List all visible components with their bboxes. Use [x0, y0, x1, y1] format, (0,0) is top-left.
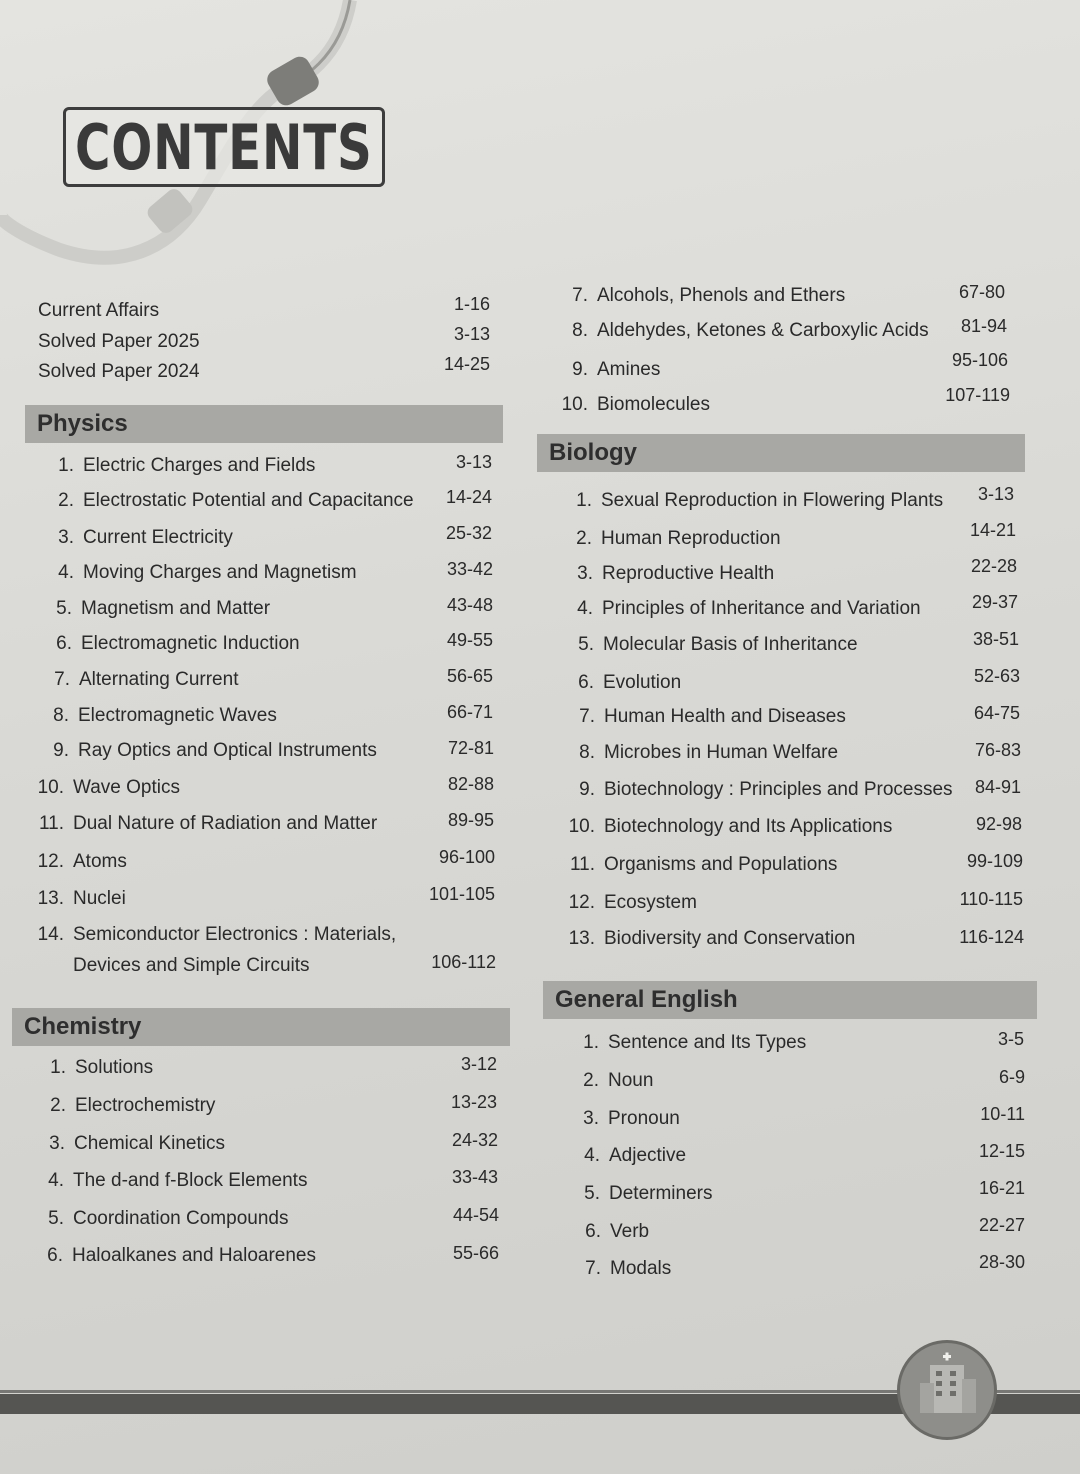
english-item	[577, 1108, 680, 1130]
physics-item	[47, 740, 377, 762]
english-item	[577, 1070, 653, 1092]
physics-item	[36, 777, 180, 799]
section-heading-chemistry: Chemistry	[12, 1008, 510, 1046]
physics-item-pages: 33-42	[446, 559, 493, 579]
physics-item-pages: 66-71	[446, 702, 493, 722]
physics-item-pages: 25-32	[445, 523, 492, 543]
biology-item-label: Evolution	[603, 672, 682, 693]
biology-item	[570, 528, 781, 550]
chemistry-item-label: The d-and f-Block Elements	[73, 1170, 308, 1191]
physics-item	[36, 924, 396, 946]
physics-item	[47, 705, 277, 727]
chemistry-item-number: 3.	[49, 1133, 65, 1154]
biology-item-label: Human Reproduction	[601, 528, 781, 549]
chemistry-item-pages: 55-66	[452, 1243, 499, 1263]
english-item-pages: 6-9	[998, 1067, 1025, 1087]
biology-item-pages: 110-115	[959, 889, 1023, 909]
physics-item-number: 1.	[58, 455, 74, 476]
chemistry-item	[41, 1245, 316, 1267]
physics-item-label: Atoms	[73, 851, 127, 872]
physics-item	[50, 633, 300, 655]
english-item	[578, 1145, 686, 1167]
front-matter-pages: 3-13	[453, 324, 490, 344]
biology-item-label: Molecular Basis of Inheritance	[603, 634, 858, 655]
chemistry-item	[43, 1133, 225, 1155]
physics-item-pages: 43-48	[446, 595, 493, 615]
biology-item-pages: 52-63	[973, 666, 1020, 686]
physics-item-pages: 82-88	[447, 774, 494, 794]
english-item-pages: 12-15	[978, 1141, 1025, 1161]
chemistry-item-number: 7.	[572, 285, 588, 306]
chemistry-item-number: 9.	[572, 359, 588, 380]
chemistry-item-label: Biomolecules	[597, 394, 710, 415]
chemistry-item-pages: 13-23	[450, 1092, 497, 1112]
chemistry-item-number: 2.	[50, 1095, 66, 1116]
chemistry-item-label: Electrochemistry	[75, 1095, 216, 1116]
biology-item-number: 1.	[576, 490, 592, 511]
english-item-pages: 16-21	[978, 1178, 1025, 1198]
physics-item	[52, 490, 414, 512]
physics-item-label: Magnetism and Matter	[81, 598, 271, 619]
physics-item-pages: 106-112	[431, 952, 496, 972]
english-item-label: Sentence and Its Types	[608, 1032, 807, 1053]
biology-item-number: 5.	[578, 634, 594, 655]
chemistry-item-pages: 95-106	[951, 350, 1008, 370]
front-matter-item: Solved Paper 2025	[38, 331, 200, 352]
physics-item-label: Electric Charges and Fields	[83, 455, 316, 476]
english-item-number: 6.	[585, 1221, 601, 1242]
physics-item-pages: 89-95	[447, 810, 494, 830]
biology-item-pages: 76-83	[974, 740, 1021, 760]
physics-item-number: 14.	[37, 924, 64, 945]
biology-item-label: Human Health and Diseases	[604, 706, 846, 727]
biology-item-pages: 3-13	[977, 484, 1014, 504]
chemistry-item-number: 5.	[48, 1208, 64, 1229]
physics-item-number: 7.	[54, 669, 70, 690]
english-item-number: 3.	[583, 1108, 599, 1129]
biology-item-label: Ecosystem	[604, 892, 697, 913]
biology-item	[571, 563, 774, 585]
chemistry-item-number: 10.	[561, 394, 588, 415]
chemistry-item-number: 4.	[48, 1170, 64, 1191]
biology-item	[563, 816, 892, 838]
section-heading-physics: Physics	[25, 405, 503, 443]
physics-item-number: 13.	[37, 888, 64, 909]
chemistry-item-label: Aldehydes, Ketones & Carboxylic Acids	[597, 320, 929, 341]
biology-item	[573, 742, 838, 764]
biology-item	[573, 779, 953, 801]
chemistry-item	[566, 320, 929, 342]
biology-item	[563, 854, 837, 876]
physics-item-pages: 14-24	[445, 487, 492, 507]
front-matter-item: Current Affairs	[38, 300, 160, 321]
chemistry-item-pages: 3-12	[460, 1054, 497, 1074]
biology-item-number: 11.	[569, 854, 595, 875]
biology-item	[572, 672, 681, 694]
chemistry-item	[44, 1057, 153, 1079]
biology-item-number: 7.	[579, 706, 595, 727]
english-item-number: 7.	[585, 1258, 601, 1279]
english-item-label: Adjective	[609, 1145, 687, 1166]
physics-item-number: 5.	[56, 598, 72, 619]
chemistry-item	[42, 1208, 288, 1230]
biology-item-number: 8.	[579, 742, 595, 763]
biology-item-pages: 99-109	[966, 851, 1023, 871]
biology-item-pages: 14-21	[969, 520, 1016, 540]
biology-item-number: 13.	[568, 928, 595, 949]
biology-item-pages: 29-37	[971, 592, 1018, 612]
front-matter-item: Solved Paper 2024	[38, 361, 200, 382]
physics-item	[36, 813, 377, 835]
english-item-pages: 22-27	[978, 1215, 1025, 1235]
physics-item-number: 12.	[37, 851, 64, 872]
physics-item-number: 8.	[53, 705, 69, 726]
english-item-pages: 28-30	[978, 1252, 1025, 1272]
chemistry-item-pages: 81-94	[960, 316, 1007, 336]
biology-item-pages: 92-98	[975, 814, 1022, 834]
physics-item-number: 6.	[56, 633, 72, 654]
chemistry-item-label: Amines	[597, 359, 661, 380]
biology-item-pages: 84-91	[974, 777, 1021, 797]
english-item-label: Pronoun	[608, 1108, 680, 1129]
physics-item-label: Semiconductor Electronics : Materials,	[73, 924, 397, 945]
biology-item-number: 10.	[568, 816, 595, 837]
physics-item-label: Wave Optics	[73, 777, 180, 798]
chemistry-item-label: Chemical Kinetics	[74, 1133, 225, 1154]
biology-item	[573, 706, 846, 728]
english-item-pages: 10-11	[980, 1104, 1025, 1124]
physics-item-label: Alternating Current	[79, 669, 239, 690]
biology-item-label: Reproductive Health	[602, 563, 775, 584]
chemistry-item-label: Alcohols, Phenols and Ethers	[597, 285, 846, 306]
physics-item	[52, 562, 357, 584]
english-item	[579, 1221, 649, 1243]
chemistry-item-number: 8.	[572, 320, 588, 341]
chemistry-item	[42, 1170, 307, 1192]
physics-item	[36, 851, 127, 873]
biology-item-number: 9.	[579, 779, 595, 800]
biology-item-label: Biotechnology : Principles and Processes	[604, 779, 953, 800]
biology-item-label: Biotechnology and Its Applications	[604, 816, 893, 837]
english-item	[578, 1183, 712, 1205]
chemistry-item-pages: 33-43	[451, 1167, 498, 1187]
english-item	[577, 1032, 806, 1054]
english-item-pages: 3-5	[997, 1029, 1024, 1049]
biology-item	[563, 892, 697, 914]
chemistry-item	[566, 285, 845, 307]
chemistry-item-label: Coordination Compounds	[73, 1208, 289, 1229]
english-item	[579, 1258, 671, 1280]
biology-item-number: 3.	[577, 563, 593, 584]
chemistry-item-label: Solutions	[75, 1057, 154, 1078]
biology-item	[571, 598, 921, 620]
chemistry-item-pages: 44-54	[452, 1205, 499, 1225]
physics-item	[48, 669, 238, 691]
physics-item-pages: 96-100	[438, 847, 495, 867]
biology-item-label: Biodiversity and Conservation	[604, 928, 856, 949]
physics-item	[50, 598, 270, 620]
front-matter-pages: 14-25	[443, 354, 490, 374]
chemistry-item-number: 6.	[47, 1245, 63, 1266]
biology-item-label: Microbes in Human Welfare	[604, 742, 839, 763]
chemistry-item-pages: 107-119	[945, 385, 1010, 405]
chemistry-item	[566, 359, 660, 381]
section-heading-english: General English	[543, 981, 1037, 1019]
physics-item-number: 10.	[37, 777, 64, 798]
biology-item-number: 2.	[576, 528, 592, 549]
biology-item-label: Sexual Reproduction in Flowering Plants	[601, 490, 944, 511]
physics-item-number: 9.	[53, 740, 69, 761]
physics-item-label: Current Electricity	[83, 527, 233, 548]
chemistry-item-pages: 24-32	[451, 1130, 498, 1150]
physics-item-label: Moving Charges and Magnetism	[83, 562, 357, 583]
biology-item-label: Principles of Inheritance and Variation	[602, 598, 921, 619]
chemistry-item-pages: 67-80	[958, 282, 1005, 302]
physics-item-label: Electrostatic Potential and Capacitance	[83, 490, 414, 511]
biology-item	[570, 490, 943, 512]
chemistry-item	[44, 1095, 215, 1117]
biology-item-pages: 38-51	[972, 629, 1019, 649]
physics-item-pages: 72-81	[447, 738, 494, 758]
physics-item-number: 2.	[58, 490, 74, 511]
biology-item-number: 6.	[578, 672, 594, 693]
physics-item-pages: 56-65	[446, 666, 493, 686]
front-matter-pages: 1-16	[453, 294, 490, 314]
physics-item	[36, 888, 126, 910]
physics-item	[52, 527, 233, 549]
english-item-number: 2.	[583, 1070, 599, 1091]
physics-item-label: Ray Optics and Optical Instruments	[78, 740, 377, 761]
physics-item-pages: 3-13	[455, 452, 492, 472]
physics-item-label: Nuclei	[73, 888, 126, 909]
chemistry-item	[558, 394, 710, 416]
english-item-label: Verb	[610, 1221, 650, 1242]
physics-item-label-continued: Devices and Simple Circuits	[73, 955, 310, 976]
physics-item	[52, 455, 315, 477]
biology-item-label: Organisms and Populations	[604, 854, 838, 875]
physics-item-label: Dual Nature of Radiation and Matter	[73, 813, 378, 834]
section-heading-biology: Biology	[537, 434, 1025, 472]
english-item-label: Noun	[608, 1070, 654, 1091]
physics-item-pages: 101-105	[428, 884, 495, 904]
chemistry-item-label: Haloalkanes and Haloarenes	[72, 1245, 316, 1266]
english-item-number: 4.	[584, 1145, 600, 1166]
biology-item-number: 4.	[577, 598, 593, 619]
physics-item-number: 11.	[38, 813, 64, 834]
contents-title-box	[63, 107, 385, 187]
english-item-label: Modals	[610, 1258, 672, 1279]
biology-item	[572, 634, 858, 656]
biology-item-number: 12.	[568, 892, 595, 913]
biology-item-pages: 64-75	[973, 703, 1020, 723]
physics-item-label: Electromagnetic Induction	[81, 633, 300, 654]
biology-item-pages: 116-124	[959, 927, 1024, 947]
english-item-number: 5.	[584, 1183, 600, 1204]
english-item-label: Determiners	[609, 1183, 713, 1204]
page-title: CONTENTS	[75, 110, 373, 184]
physics-item-label: Electromagnetic Waves	[78, 705, 277, 726]
biology-item-pages: 22-28	[970, 556, 1017, 576]
physics-item-number: 4.	[58, 562, 74, 583]
building-emblem-icon	[897, 1340, 997, 1440]
physics-item-pages: 49-55	[446, 630, 493, 650]
english-item-number: 1.	[583, 1032, 599, 1053]
physics-item-number: 3.	[58, 527, 74, 548]
chemistry-item-number: 1.	[50, 1057, 66, 1078]
biology-item	[563, 928, 855, 950]
